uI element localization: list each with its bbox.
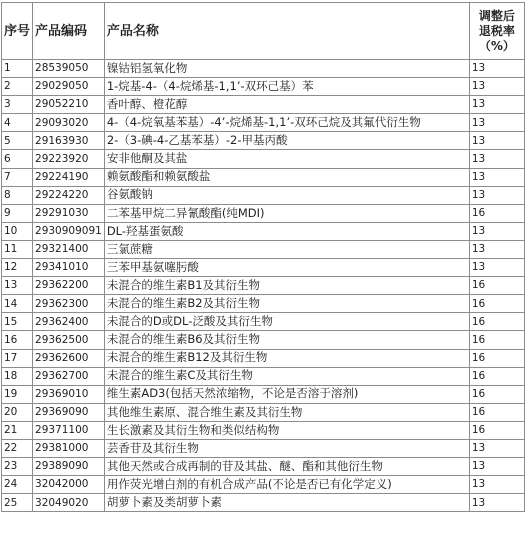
table-row (2, 494, 525, 512)
cell-no: 13 (2, 277, 33, 295)
cell-rate: 13 (469, 78, 524, 96)
cell-no: 23 (2, 458, 33, 476)
cell-rate: 13 (469, 96, 524, 114)
cell-code: 29052210 (33, 96, 105, 114)
header-rate-line1: 调整后 (478, 8, 515, 23)
header-row (2, 3, 525, 60)
table-row (2, 168, 525, 186)
cell-name: 安非他酮及其盐 (104, 150, 469, 168)
cell-no: 7 (2, 168, 33, 186)
table-row (2, 385, 525, 403)
cell-no: 8 (2, 186, 33, 204)
cell-name: 镍钴铝氢氧化物 (104, 60, 469, 78)
table-row (2, 150, 525, 168)
header-code: 产品编码 (33, 3, 105, 60)
cell-no: 9 (2, 204, 33, 222)
cell-no: 4 (2, 114, 33, 132)
cell-code: 29341010 (33, 259, 105, 277)
cell-name: 赖氨酸酯和赖氨酸盐 (104, 168, 469, 186)
cell-rate: 16 (469, 331, 524, 349)
cell-code: 32049020 (33, 494, 105, 512)
cell-rate: 13 (469, 458, 524, 476)
table-body (2, 60, 525, 512)
cell-name: 未混合的D或DL-泛酸及其衍生物 (104, 313, 469, 331)
cell-name: 三苯甲基氨噻肟酸 (104, 259, 469, 277)
cell-code: 29381000 (33, 439, 105, 457)
cell-rate: 13 (469, 240, 524, 258)
header-rate-line2: 退税率 (478, 23, 515, 38)
cell-rate: 16 (469, 421, 524, 439)
cell-no: 19 (2, 385, 33, 403)
cell-rate: 13 (469, 494, 524, 512)
cell-no: 10 (2, 222, 33, 240)
table-row (2, 439, 525, 457)
cell-no: 2 (2, 78, 33, 96)
cell-name: 用作荧光增白剂的有机合成产品(不论是否已有化学定义) (104, 476, 469, 494)
cell-code: 29362400 (33, 313, 105, 331)
cell-name: 三氯蔗糖 (104, 240, 469, 258)
cell-code: 29029050 (33, 78, 105, 96)
cell-rate: 16 (469, 277, 524, 295)
cell-code: 29224190 (33, 168, 105, 186)
table-row (2, 458, 525, 476)
cell-no: 21 (2, 421, 33, 439)
table-row (2, 132, 525, 150)
cell-code: 29224220 (33, 186, 105, 204)
cell-name: 生长激素及其衍生物和类似结构物 (104, 421, 469, 439)
cell-code: 29369090 (33, 403, 105, 421)
cell-code: 32042000 (33, 476, 105, 494)
cell-name: 未混合的维生素B6及其衍生物 (104, 331, 469, 349)
cell-no: 22 (2, 439, 33, 457)
cell-code: 29362200 (33, 277, 105, 295)
cell-no: 5 (2, 132, 33, 150)
cell-name: 未混合的维生素B1及其衍生物 (104, 277, 469, 295)
cell-rate: 13 (469, 132, 524, 150)
cell-rate: 13 (469, 150, 524, 168)
cell-code: 29362600 (33, 349, 105, 367)
table-row (2, 277, 525, 295)
cell-code: 29321400 (33, 240, 105, 258)
cell-no: 17 (2, 349, 33, 367)
cell-code: 29369010 (33, 385, 105, 403)
cell-name: 2-（3-碘-4-乙基苯基）-2-甲基丙酸 (104, 132, 469, 150)
cell-rate: 13 (469, 259, 524, 277)
cell-no: 18 (2, 367, 33, 385)
cell-rate: 16 (469, 385, 524, 403)
cell-code: 29389090 (33, 458, 105, 476)
cell-rate: 16 (469, 367, 524, 385)
table-row (2, 331, 525, 349)
table-row (2, 403, 525, 421)
table-row (2, 60, 525, 78)
cell-name: 维生素AD3(包括天然浓缩物，不论是否溶于溶剂) (104, 385, 469, 403)
cell-name: 未混合的维生素B2及其衍生物 (104, 295, 469, 313)
cell-name: 未混合的维生素C及其衍生物 (104, 367, 469, 385)
table-row (2, 204, 525, 222)
cell-code: 28539050 (33, 60, 105, 78)
cell-name: 其他维生素原、混合维生素及其衍生物 (104, 403, 469, 421)
cell-no: 1 (2, 60, 33, 78)
cell-code: 29291030 (33, 204, 105, 222)
cell-no: 16 (2, 331, 33, 349)
table-row (2, 186, 525, 204)
cell-code: 29362500 (33, 331, 105, 349)
header-rate (469, 3, 524, 60)
cell-name: 芸香苷及其衍生物 (104, 439, 469, 457)
cell-no: 11 (2, 240, 33, 258)
table-row (2, 259, 525, 277)
cell-no: 24 (2, 476, 33, 494)
cell-rate: 13 (469, 114, 524, 132)
cell-rate: 13 (469, 168, 524, 186)
cell-name: 4-（4-烷氧基苯基）-4’-烷烯基-1,1’-双环己烷及其氟代衍生物 (104, 114, 469, 132)
cell-rate: 16 (469, 403, 524, 421)
cell-code: 29371100 (33, 421, 105, 439)
cell-name: 1-烷基-4-（4-烷烯基-1,1’-双环己基）苯 (104, 78, 469, 96)
cell-name: DL-羟基蛋氨酸 (104, 222, 469, 240)
header-no: 序号 (2, 3, 33, 60)
cell-code: 29093020 (33, 114, 105, 132)
table-row (2, 295, 525, 313)
cell-no: 12 (2, 259, 33, 277)
table-row (2, 476, 525, 494)
cell-code: 29223920 (33, 150, 105, 168)
cell-no: 14 (2, 295, 33, 313)
cell-rate: 16 (469, 349, 524, 367)
cell-name: 谷氨酸钠 (104, 186, 469, 204)
cell-name: 其他天然或合成再制的苷及其盐、醚、酯和其他衍生物 (104, 458, 469, 476)
cell-code: 2930909091 (33, 222, 105, 240)
cell-name: 香叶醇、橙花醇 (104, 96, 469, 114)
cell-rate: 16 (469, 295, 524, 313)
cell-no: 3 (2, 96, 33, 114)
table-row (2, 313, 525, 331)
cell-rate: 16 (469, 313, 524, 331)
cell-code: 29362300 (33, 295, 105, 313)
table-row (2, 367, 525, 385)
cell-name: 二苯基甲烷二异氰酸酯(纯MDI) (104, 204, 469, 222)
table-row (2, 240, 525, 258)
table-row (2, 78, 525, 96)
cell-rate: 13 (469, 476, 524, 494)
cell-name: 未混合的维生素B12及其衍生物 (104, 349, 469, 367)
cell-rate: 16 (469, 204, 524, 222)
cell-no: 15 (2, 313, 33, 331)
table-row (2, 421, 525, 439)
cell-rate: 13 (469, 222, 524, 240)
tax-rebate-table (1, 2, 525, 512)
table-row (2, 96, 525, 114)
cell-no: 6 (2, 150, 33, 168)
cell-rate: 13 (469, 439, 524, 457)
header-name: 产品名称 (104, 3, 469, 60)
table-row (2, 222, 525, 240)
cell-code: 29362700 (33, 367, 105, 385)
cell-code: 29163930 (33, 132, 105, 150)
table-row (2, 114, 525, 132)
table-row (2, 349, 525, 367)
cell-rate: 13 (469, 186, 524, 204)
cell-name: 胡萝卜素及类胡萝卜素 (104, 494, 469, 512)
header-rate-line3: （%） (478, 38, 515, 53)
cell-no: 20 (2, 403, 33, 421)
cell-no: 25 (2, 494, 33, 512)
cell-rate: 13 (469, 60, 524, 78)
